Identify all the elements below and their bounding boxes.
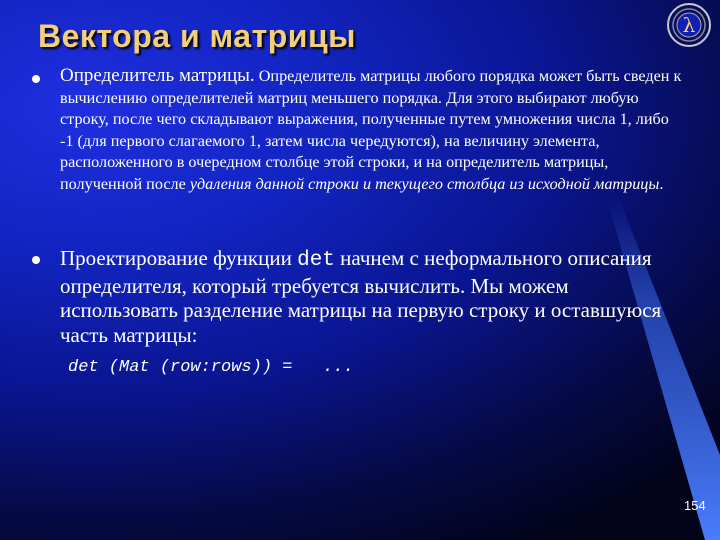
bullet-text-design — [60, 246, 685, 347]
slide-title: Вектора и матрицы — [38, 18, 356, 54]
function-name-code: det — [297, 249, 335, 272]
design-text-start: Проектирование функции — [60, 246, 298, 270]
bullet-text-determinant — [60, 65, 684, 195]
bullet-marker-2 — [32, 256, 40, 264]
code-line-det: det (Mat (row:rows)) = ... — [68, 358, 354, 377]
bullet-marker-1 — [32, 75, 40, 83]
determinant-period: . — [659, 174, 664, 193]
determinant-heading: Определитель матрицы. — [60, 65, 255, 86]
determinant-description: Определитель матрицы любого порядка может быть сведен к вычислению определителей матриц меньшего порядка. Для этого выбирают любую строку, после чего складывают выражения, полученные путем умножения числа 1, либо -1 (для первого слагаемого 1, затем числа чередуются), на величину элемента, расположенного в очередном столбце этой строки, и на определитель матрицы, полученной после — [60, 67, 682, 193]
lambda-logo-icon — [666, 2, 712, 48]
page-number: 154 — [684, 498, 706, 513]
determinant-emphasis: удаления данной строки и текущего столбца из исходной матрицы — [189, 174, 660, 193]
lambda-logo-glyph: λ — [682, 13, 696, 37]
design-text-rest: начнем с неформального описания определителя, который требуется вычислить. Мы можем использовать разделение матрицы на первую строку и оставшуюся часть матрицы: — [60, 246, 662, 347]
